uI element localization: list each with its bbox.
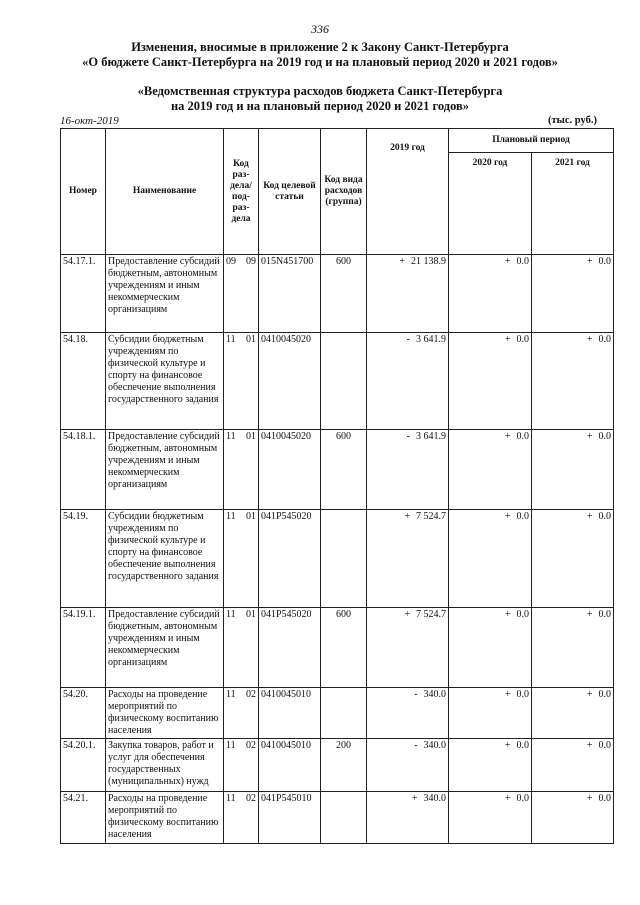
sign-2020: + — [504, 256, 511, 267]
row-number: 54.18.1. — [61, 430, 106, 510]
sign-2021: + — [586, 793, 593, 804]
value-2019: 340.0 — [423, 740, 446, 751]
row-vr: 600 — [321, 430, 367, 510]
table-row — [61, 255, 614, 333]
sign-2020: + — [504, 689, 511, 700]
value-2021: 0.0 — [598, 334, 611, 345]
row-2020 — [449, 333, 532, 430]
value-2020: 0.0 — [516, 511, 529, 522]
value-2021: 0.0 — [598, 511, 611, 522]
row-number: 54.19.1. — [61, 608, 106, 688]
sign-2020: + — [504, 511, 511, 522]
row-vr: 600 — [321, 255, 367, 333]
row-2021 — [532, 255, 614, 333]
header-plan: Плановый период — [449, 129, 614, 153]
row-razdel — [224, 510, 259, 608]
row-2019 — [367, 688, 449, 739]
table-row — [61, 430, 614, 510]
value-2020: 0.0 — [516, 609, 529, 620]
sign-2019: - — [406, 334, 410, 345]
header-csr: Код целевой статьи — [259, 129, 321, 255]
value-2019: 7 524.7 — [416, 609, 446, 620]
document-subtitle — [0, 84, 640, 114]
razdel-code: 11 — [226, 334, 236, 345]
row-name: Субсидии бюджетным учреждениям по физической культуре и спорту на финансовое обеспечение выполнения государственного задания — [106, 510, 224, 608]
row-name: Предоставление субсидий бюджетным, автономным учреждениям и иным некоммерческим организациям — [106, 608, 224, 688]
table-row — [61, 333, 614, 430]
document-title — [0, 40, 640, 70]
header-name: Наименование — [106, 129, 224, 255]
row-2019 — [367, 430, 449, 510]
razdel-code: 11 — [226, 511, 236, 522]
value-2020: 0.0 — [516, 740, 529, 751]
value-2021: 0.0 — [598, 793, 611, 804]
row-number: 54.21. — [61, 792, 106, 844]
row-2021 — [532, 688, 614, 739]
subrazdel-code: 01 — [246, 511, 256, 522]
razdel-code: 11 — [226, 793, 236, 804]
sign-2020: + — [504, 609, 511, 620]
subrazdel-code: 09 — [246, 256, 256, 267]
row-vr — [321, 333, 367, 430]
sign-2021: + — [586, 740, 593, 751]
units-label: (тыс. руб.) — [548, 115, 597, 126]
subrazdel-code: 02 — [246, 793, 256, 804]
sign-2020: + — [504, 793, 511, 804]
sign-2021: + — [586, 431, 593, 442]
row-2020 — [449, 255, 532, 333]
row-2020 — [449, 430, 532, 510]
sign-2021: + — [586, 334, 593, 345]
row-2021 — [532, 430, 614, 510]
sign-2019: + — [404, 511, 410, 522]
row-2021 — [532, 333, 614, 430]
row-razdel — [224, 255, 259, 333]
title-line: Изменения, вносимые в приложение 2 к Закону Санкт-Петербурга — [131, 40, 509, 54]
row-csr: 041P545010 — [259, 792, 321, 844]
row-2019 — [367, 792, 449, 844]
row-2019 — [367, 255, 449, 333]
row-2019 — [367, 608, 449, 688]
value-2020: 0.0 — [516, 334, 529, 345]
row-vr: 600 — [321, 608, 367, 688]
row-number: 54.18. — [61, 333, 106, 430]
row-number: 54.17.1. — [61, 255, 106, 333]
subtitle-line: на 2019 год и на плановый период 2020 и 2021 годов» — [170, 99, 470, 113]
razdel-code: 11 — [226, 740, 236, 751]
row-2021 — [532, 510, 614, 608]
razdel-code: 09 — [226, 256, 236, 267]
row-csr: 0410045020 — [259, 430, 321, 510]
sign-2020: + — [504, 334, 511, 345]
row-number: 54.19. — [61, 510, 106, 608]
page-number: 336 — [311, 22, 329, 36]
header-2020: 2020 год — [449, 153, 532, 255]
header-2021: 2021 год — [532, 153, 614, 255]
value-2019: 7 524.7 — [416, 511, 446, 522]
row-vr — [321, 792, 367, 844]
sign-2021: + — [586, 609, 593, 620]
budget-table — [60, 128, 614, 844]
value-2020: 0.0 — [516, 256, 529, 267]
row-name: Предоставление субсидий бюджетным, автономным учреждениям и иным некоммерческим организациям — [106, 430, 224, 510]
row-2021 — [532, 739, 614, 792]
row-name: Предоставление субсидий бюджетным, автономным учреждениям и иным некоммерческим организациям — [106, 255, 224, 333]
header-razdel: Код раз- дела/ под- раз- дела — [224, 129, 259, 255]
value-2021: 0.0 — [598, 431, 611, 442]
value-2019: 340.0 — [423, 689, 446, 700]
header-number: Номер — [61, 129, 106, 255]
razdel-code: 11 — [226, 431, 236, 442]
sign-2019: + — [411, 793, 418, 804]
table-row — [61, 792, 614, 844]
row-name: Расходы на проведение мероприятий по физическому воспитанию населения — [106, 688, 224, 739]
value-2019: 3 641.9 — [416, 431, 446, 442]
document-date: 16-окт-2019 — [60, 115, 119, 127]
row-razdel — [224, 792, 259, 844]
value-2021: 0.0 — [598, 256, 611, 267]
row-name: Закупка товаров, работ и услуг для обеспечения государственных (муниципальных) нужд — [106, 739, 224, 792]
row-2021 — [532, 608, 614, 688]
sign-2020: + — [504, 431, 511, 442]
razdel-code: 11 — [226, 609, 236, 620]
row-2021 — [532, 792, 614, 844]
row-csr: 0410045010 — [259, 739, 321, 792]
value-2019: 21 138.9 — [411, 256, 446, 267]
row-2019 — [367, 510, 449, 608]
subrazdel-code: 01 — [246, 431, 256, 442]
subtitle-line: «Ведомственная структура расходов бюджета Санкт-Петербурга — [137, 84, 503, 98]
subrazdel-code: 01 — [246, 609, 256, 620]
header-2019: 2019 год — [367, 129, 449, 255]
row-vr — [321, 510, 367, 608]
row-razdel — [224, 739, 259, 792]
sign-2020: + — [504, 740, 511, 751]
value-2020: 0.0 — [516, 689, 529, 700]
value-2020: 0.0 — [516, 793, 529, 804]
row-2019 — [367, 333, 449, 430]
value-2021: 0.0 — [598, 609, 611, 620]
value-2020: 0.0 — [516, 431, 529, 442]
row-csr: 0410045010 — [259, 688, 321, 739]
table-body — [61, 255, 614, 844]
row-vr: 200 — [321, 739, 367, 792]
value-2019: 3 641.9 — [416, 334, 446, 345]
row-csr: 0410045020 — [259, 333, 321, 430]
row-name: Расходы на проведение мероприятий по физическому воспитанию населения — [106, 792, 224, 844]
row-name: Субсидии бюджетным учреждениям по физической культуре и спорту на финансовое обеспечение выполнения государственного задания — [106, 333, 224, 430]
row-number: 54.20. — [61, 688, 106, 739]
row-csr: 041P545020 — [259, 608, 321, 688]
subrazdel-code: 01 — [246, 334, 256, 345]
sign-2019: - — [414, 689, 418, 700]
row-2020 — [449, 608, 532, 688]
title-line: «О бюджете Санкт-Петербурга на 2019 год и на плановый период 2020 и 2021 годов» — [82, 55, 558, 69]
row-2019 — [367, 739, 449, 792]
row-2020 — [449, 688, 532, 739]
sign-2019: + — [404, 609, 410, 620]
row-number: 54.20.1. — [61, 739, 106, 792]
value-2019: 340.0 — [423, 793, 446, 804]
row-razdel — [224, 688, 259, 739]
row-csr: 015N451700 — [259, 255, 321, 333]
row-2020 — [449, 792, 532, 844]
sign-2019: - — [406, 431, 410, 442]
row-razdel — [224, 608, 259, 688]
sign-2021: + — [586, 256, 593, 267]
value-2021: 0.0 — [598, 689, 611, 700]
table-row — [61, 608, 614, 688]
row-csr: 041P545020 — [259, 510, 321, 608]
table-row — [61, 688, 614, 739]
row-2020 — [449, 510, 532, 608]
subrazdel-code: 02 — [246, 740, 256, 751]
header-vr: Код вида расходов (группа) — [321, 129, 367, 255]
sign-2019: + — [399, 256, 405, 267]
row-razdel — [224, 430, 259, 510]
razdel-code: 11 — [226, 689, 236, 700]
value-2021: 0.0 — [598, 740, 611, 751]
sign-2019: - — [414, 740, 418, 751]
table-row — [61, 739, 614, 792]
subrazdel-code: 02 — [246, 689, 256, 700]
sign-2021: + — [586, 511, 593, 522]
row-vr — [321, 688, 367, 739]
table-row — [61, 510, 614, 608]
row-2020 — [449, 739, 532, 792]
row-razdel — [224, 333, 259, 430]
sign-2021: + — [586, 689, 593, 700]
